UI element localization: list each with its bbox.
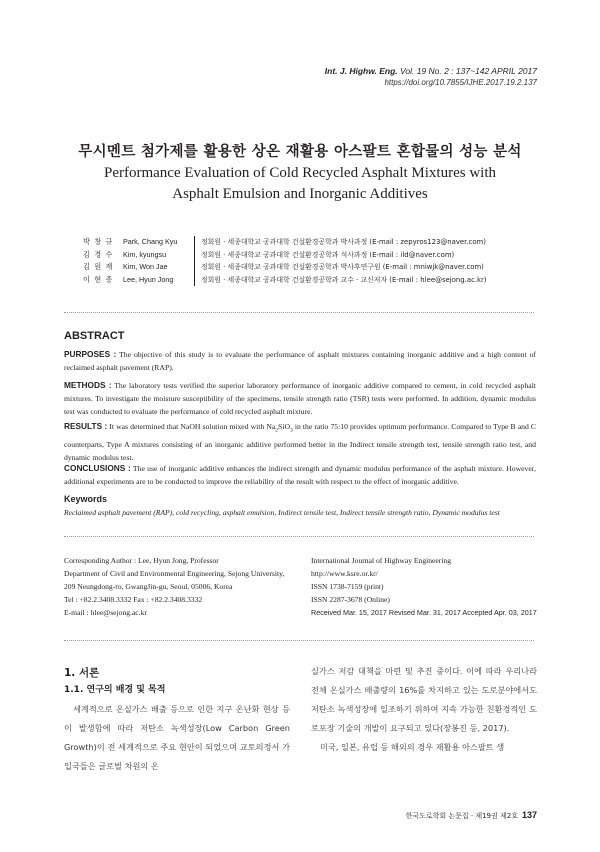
- subsection-heading: 1.1. 연구의 배경 및 목적: [64, 685, 166, 695]
- journal-info-block: International Journal of Highway Engineering http://www.ksre.or.kr/ ISSN 1738-7159 (print) ISSN 2287-3678 (Online) Received Mar. 15, 2017 Revised Mar. 31, 2017 Accepted Apr. 03, 2017: [311, 556, 537, 617]
- divider: [64, 536, 534, 537]
- abstract-methods: METHODS : The laboratory tests verified the superior laboratory performance of inorganic additive compared to cement, in cold recycled asphalt mixtures. To investigate the moisture susceptibility of the specimens, tensile strength ratio (TSR) tests were performed. In addition, dynamic modulus test was conducted to evaluate the performance of cold recycled asphalt mixture.: [64, 380, 536, 416]
- correspondence-block: Corresponding Author : Lee, Hyun Jong, Professor Department of Civil and Environmental Engineering, Sejong University, 209 Neungdong-ro, GwangJin-gu, Seoul, 05006, Korea Tel : +82.2.3408.3332 Fax : +82.2.3408.3332 E-mail : hlee@sejong.ac.kr: [64, 556, 285, 617]
- abstract-conclusions: CONCLUSIONS : The use of inorganic additive enhances the indirect strength and dynamic modulus performance of the asphalt mixture. However, additional experiments are to be conducted to improve the reliability of the result with respect to the effect of inorganic additive.: [64, 463, 536, 486]
- keywords-heading: Keywords: [64, 494, 108, 504]
- author-row: 이 현 종 Lee, Hyun Jong 정회원 · 세종대학교 공과대학 건설환경공학과 교수 · 교신저자 (E-mail : hlee@sejong.ac.kr): [83, 274, 487, 287]
- corresponding-email[interactable]: E-mail : hlee@sejong.ac.kr: [64, 608, 147, 617]
- journal-url[interactable]: http://www.ksre.or.kr/: [311, 569, 378, 578]
- author-list: [83, 236, 487, 286]
- keywords-text: Reclaimed asphalt pavement (RAP), cold recycling, asphalt emulsion, Indirect tensile test, Indirect tensile strength ratio, Dynamic modulus test: [64, 508, 500, 517]
- page-footer: 한국도로학회 논문집 · 제19권 제2호 137: [405, 810, 537, 820]
- abstract-purposes: PURPOSES : The objective of this study is to evaluate the performance of asphalt mixtures containing inorganic additive and a high content of reclaimed asphalt pavement (RAP).: [64, 349, 536, 372]
- divider: [64, 640, 534, 641]
- page-number: 137: [521, 810, 537, 820]
- divider: [64, 312, 534, 313]
- section-heading: 1. 서론: [64, 667, 100, 679]
- author-row: 김 원 재 Kim, Won Jae 정회원 · 세종대학교 공과대학 건설환경공학과 박사후연구원 (E-mail : mniwjk@naver.com): [83, 261, 487, 274]
- author-row: 박 창 규 Park, Chang Kyu 정회원 · 세종대학교 공과대학 건설환경공학과 박사과정 (E-mail : zepyros123@naver.com): [83, 236, 487, 249]
- title-english: Performance Evaluation of Cold Recycled Asphalt Mixtures with Asphalt Emulsion and Inorganic Additives: [104, 165, 496, 202]
- journal-citation: Int. J. Highw. Eng. Vol. 19 No. 2 : 137~142 APRIL 2017: [324, 66, 537, 76]
- title-korean: 무시멘트 첨가제를 활용한 상온 재활용 아스팔트 혼합물의 성능 분석: [78, 144, 522, 160]
- body-text-right: 실가스 저감 대책을 마련 및 추진 중이다. 이에 따라 우리나라 전체 온실가스 배출량의 16%를 차지하고 있는 도로분야에서도 저탄소 녹색성장에 일조하기 위하여 지속 가능한 친환경적인 도로포장 기술의 개발이 요구되고 있다(장봉진 등, 2017). 미국, 일본, 유럽 등 해외의 경우 재활용 아스팔트 생: [311, 666, 537, 752]
- body-text-left: 세계적으로 온실가스 배출 등으로 인한 지구 온난화 현상 등이 발생함에 따라 저탄소 녹색성장(Low Carbon Green Growth)이 전 세계적으로 주요 현안이 되었으며 교토의정서 가입국들은 글로벌 차원의 온: [64, 704, 290, 771]
- received-dates: Received Mar. 15, 2017 Revised Mar. 31, 2017 Accepted Apr. 03, 2017: [311, 608, 537, 617]
- abstract-results: RESULTS : It was determined that NaOH solution mixed with $Na_2SiO_3$ in the ratio 75:10 provides optimum performance. Compared to Type B and C counterparts, Type A mixtures consisting of an inorganic additive performed better in the Indirect tensile strength test, tensile strength ratio test, and dynamic modulus test.: [64, 421, 536, 462]
- author-row: 김 경 수 Kim, kyungsu 정회원 · 세종대학교 공과대학 건설환경공학과 석사과정 (E-mail : ild@naver.com): [83, 249, 487, 262]
- journal-header: [325, 66, 537, 87]
- abstract-heading: ABSTRACT: [64, 330, 125, 342]
- doi-link[interactable]: https://doi.org/10.7855/IJHE.2017.19.2.137: [384, 78, 537, 87]
